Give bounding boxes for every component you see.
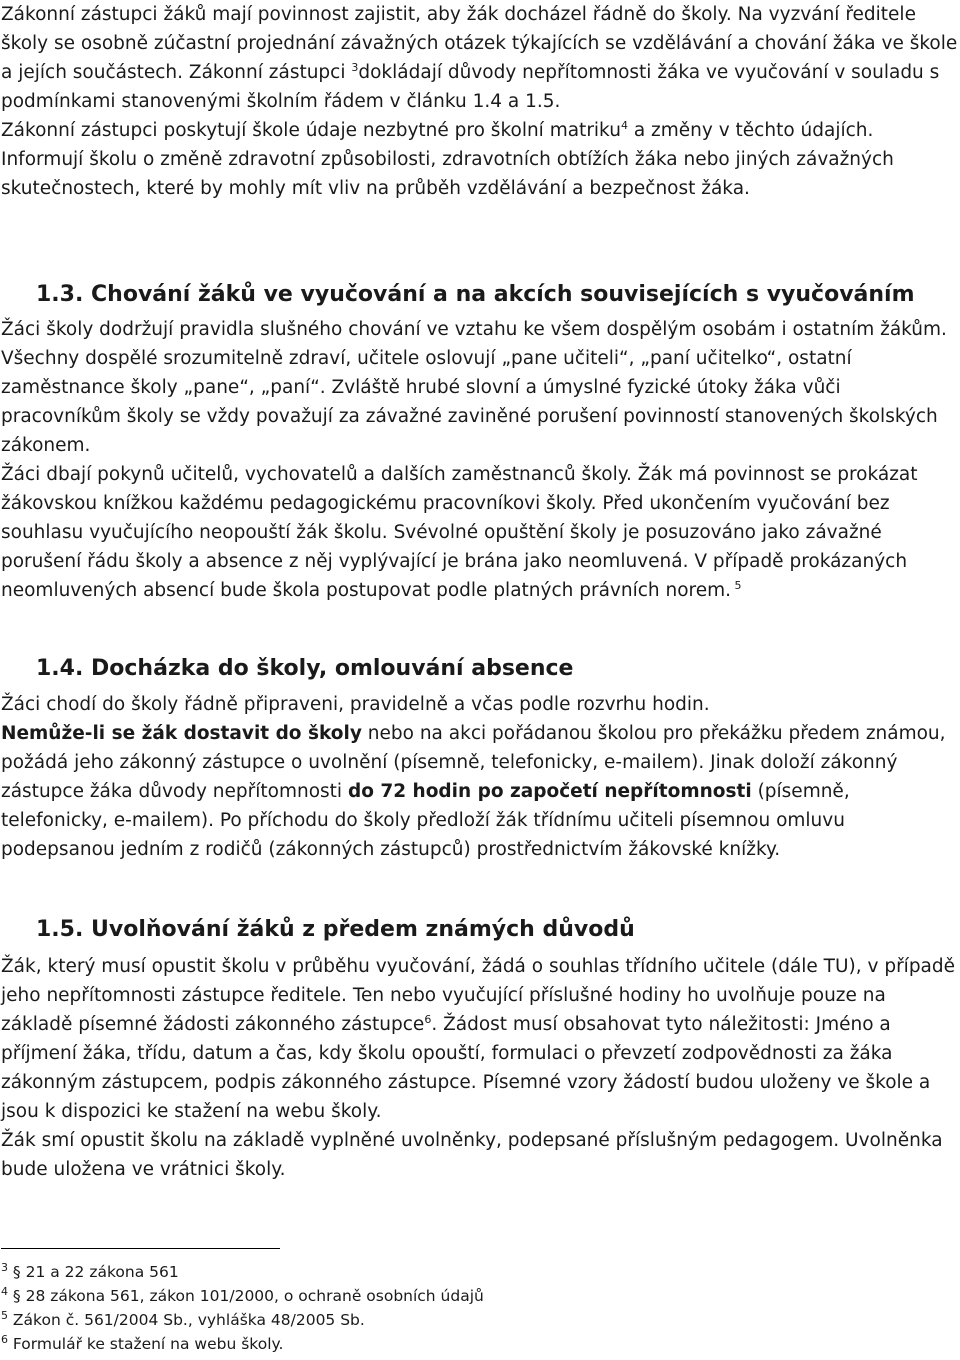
footnote-3 (1, 1262, 901, 1282)
footnote-ref-3: 3 (351, 60, 359, 74)
footnote-text: Zákon č. 561/2004 Sb., vyhláška 48/2005 Sb. (8, 1311, 365, 1329)
footnote-6 (1, 1334, 901, 1354)
section-1-4-heading (36, 654, 936, 684)
section-1-5-para-2: Žák smí opustit školu na základě vyplněné uvolněnky, podepsané příslušným pedagogem. Uvolněnka bude uložena ve vrátnici školy. (1, 1130, 943, 1180)
footnote-mark: 5 (1, 1308, 8, 1322)
section-1-4-body (1, 690, 959, 864)
section-title: Chování žáků ve vyučování a na akcích souvisejících s vyučováním (91, 282, 915, 307)
footnote-text: § 21 a 22 zákona 561 (8, 1263, 179, 1281)
intro-text-3: Zákonní zástupci poskytují škole údaje nezbytné pro školní matriku (1, 120, 621, 141)
section-number: 1.5. (36, 917, 84, 942)
intro-text-1: Zákonní zástupci žáků mají povinnost zajistit, aby žák docházel řádně do školy. Na vyzvání ředitele školy se osobně zúčastní projednání závažných otázek týkajících se vzdělávání a chování žáka ve škole a jejích součástech. Zákonní zástupci (1, 4, 958, 83)
section-1-3-heading (36, 280, 936, 310)
intro-text-5: Informují školu o změně zdravotní způsobilosti, zdravotních obtížích žáka nebo jiných závažných skutečnostech, které by mohly mít vliv na průběh vzdělávání a bezpečnost žáka. (1, 149, 894, 199)
section-number: 1.4. (36, 656, 84, 681)
intro-paragraph (1, 0, 959, 203)
footnote-mark: 6 (1, 1332, 8, 1346)
footnote-4 (1, 1286, 901, 1306)
intro-text-2: dokládají důvody nepřítomnosti žáka ve vyučování v souladu s podmínkami stanovenými školním řádem v článku 1.4 a 1.5. (1, 62, 940, 112)
section-1-3-body (1, 315, 959, 605)
intro-text-4: a změny v těchto údajích. (627, 120, 874, 141)
footnote-mark: 3 (1, 1260, 8, 1274)
footnote-5 (1, 1310, 901, 1330)
section-1-5-text-1: Žák, který musí opustit školu v průběhu vyučování, žádá o souhlas třídního učitele (dále TU), v případě jeho nepřítomnosti zástupce ředitele. Ten nebo vyučující příslušné hodiny ho uvolňuje pouze na základě písemné žádosti zákonného zástupce (1, 956, 956, 1035)
footnote-text: Formulář ke stažení na webu školy. (8, 1335, 284, 1353)
footnote-ref-5: 5 (731, 578, 742, 592)
section-1-4-para-1: Žáci chodí do školy řádně připraveni, pravidelně a včas podle rozvrhu hodin. (1, 694, 710, 715)
section-1-4-text-1: nebo na akci pořádanou školou pro překážku předem známou, požádá jeho zákonný zástupce o uvolnění (písemně, telefonicky, e-mailem). Jinak doloží zákonný zástupce žáka důvody nepřítomnosti (1, 723, 946, 802)
section-title: Uvolňování žáků z předem známých důvodů (91, 917, 635, 942)
section-1-4-text-2: (písemně, telefonicky, e-mailem). Po příchodu do školy předloží žák třídnímu učiteli písemnou omluvu podepsanou jedním z rodičů (zákonných zástupců) prostřednictvím žákovské knížky. (1, 781, 850, 860)
section-1-5-text-2: . Žádost musí obsahovat tyto náležitosti: Jméno a příjmení žáka, třídu, datum a čas, kdy školu opouští, formulaci o převzetí zodpovědnosti za žáka zákonným zástupcem, podpis zákonného zástupce. Písemné vzory žádostí budou uloženy ve škole a jsou k dispozici ke stažení na webu školy. (1, 1014, 931, 1122)
footnote-mark: 4 (1, 1284, 8, 1298)
footnote-ref-4: 4 (620, 118, 628, 132)
section-number: 1.3. (36, 282, 84, 307)
bold-phrase-cannot-attend: Nemůže-li se žák dostavit do školy (1, 723, 362, 744)
section-1-3-para-1: Žáci školy dodržují pravidla slušného chování ve vztahu ke všem dospělým osobám i ostatním žákům. Všechny dospělé srozumitelně zdraví, učitele oslovují „pane učiteli“, „paní učitelko“, ostatní zaměstnance školy „pane“, „paní“. Zvláště hrubé slovní a úmyslné fyzické útoky žáka vůči pracovníkům školy se vždy považují za závažné zaviněné porušení povinností stanovených školských zákonem. (1, 319, 947, 456)
footnote-text: § 28 zákona 561, zákon 101/2000, o ochraně osobních údajů (8, 1287, 484, 1305)
section-1-5-heading (36, 915, 936, 945)
footnote-ref-6: 6 (424, 1012, 432, 1026)
section-1-5-body (1, 952, 959, 1184)
bold-phrase-72-hours: do 72 hodin po započetí nepřítomnosti (347, 781, 752, 802)
section-1-3-para-2: Žáci dbají pokynů učitelů, vychovatelů a dalších zaměstnanců školy. Žák má povinnost se prokázat žákovskou knížkou každému pedagogickému pracovníkovi školy. Před ukončením vyučování bez souhlasu vyučujícího neopouští žák školu. Svévolné opuštění školy je posuzováno jako závažné porušení řádu školy a absence z něj vyplývající je brána jako neomluvená. V případě prokázaných neomluvených absencí bude škola postupovat podle platných právních norem. (1, 464, 918, 601)
footnote-divider (1, 1248, 280, 1249)
section-title: Docházka do školy, omlouvání absence (91, 656, 574, 681)
